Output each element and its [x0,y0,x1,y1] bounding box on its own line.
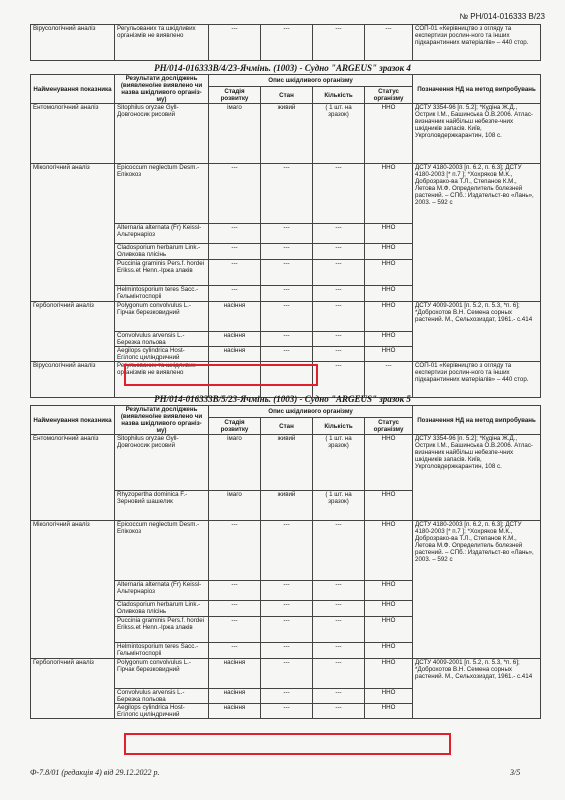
state-cell: --- [261,302,313,332]
header-method: Позначення НД на метод випробувань [413,406,541,435]
result-cell: Регульованих та шкідливих організмів не виявлено [115,362,209,398]
document-number: № РН/014-016333 В/23 [459,12,545,21]
state-cell: --- [261,581,313,601]
indicator-cell: Гербологічний аналіз [31,302,115,362]
stage-cell: --- [209,25,261,61]
state-cell: --- [261,164,313,224]
status-cell: ННО [365,347,413,362]
stage-cell: --- [209,286,261,302]
result-cell: Cladosporium herbarum Link.-Оливкова плісінь [115,601,209,617]
sample5-title: РН/014-016333В/5/23-Ячмінь. (1003) - Судно "ARGEUS" зразок 5 [154,394,411,404]
status-cell: ННО [365,435,413,491]
status-cell: ННО [365,659,413,689]
top-continuation-table [30,24,541,61]
header-indicator: Найменування показника [31,75,115,104]
state-cell: --- [261,659,313,689]
sample4-title: РН/014-016333В/4/23-Ячмінь. (1003) - Судно "ARGEUS" зразок 4 [154,63,411,73]
table-row [31,435,541,491]
count-cell: ( 1 шт. на зразок) [313,435,365,491]
count-cell: --- [313,244,365,260]
result-cell: Rhyzopertha dominica F.-Зерновий шашелик [115,491,209,521]
state-cell: --- [261,362,313,398]
header-state: Стан [261,87,313,104]
status-cell: ННО [365,704,413,719]
method-cell: ДСТУ 4009-2001 [п. 5.2, п. 5.3, *п. 6]; *Доброхотов В.Н. Семена сорных растений. М., Сельхозиздат, 1961.- с.414 [413,659,541,719]
count-cell: --- [313,260,365,286]
state-cell: --- [261,260,313,286]
header-organism-description: Опис шкідливого організму [209,75,413,87]
stage-cell: насіння [209,689,261,704]
header-status: Статус організму [365,87,413,104]
status-cell: ННО [365,491,413,521]
status-cell: ННО [365,104,413,164]
page-number: 3/5 [510,768,521,777]
table-row [31,659,541,689]
table-row [31,302,541,332]
result-cell: Alternaria alternata (Fr) Keissl-Альтернаріоз [115,224,209,244]
state-cell: --- [261,689,313,704]
result-cell: Helmintosporium teres Sacc.-Гельмінтоспоріі [115,643,209,659]
stage-cell: імаго [209,491,261,521]
stage-cell: --- [209,260,261,286]
stage-cell: насіння [209,332,261,347]
state-cell: --- [261,347,313,362]
stage-cell: насіння [209,659,261,689]
result-cell: Helmintosporium teres Sacc.-Гельмінтоспоріі [115,286,209,302]
state-cell: --- [261,244,313,260]
status-cell: ННО [365,617,413,643]
result-cell: Epicoccum neglectum Desm.-Епікокоз [115,521,209,581]
count-cell: --- [313,362,365,398]
count-cell: --- [313,164,365,224]
method-cell: СОП-01 «Керівництво з огляду та експертизи рослин-ного та інших підкарантинних матеріалів» – 440 стор. [413,25,541,61]
status-cell: --- [365,362,413,398]
result-cell: Alternaria alternata (Fr) Keissl-Альтернаріоз [115,581,209,601]
stage-cell: імаго [209,104,261,164]
indicator-cell: Ентомологічний аналіз [31,104,115,164]
indicator-cell: Гербологічний аналіз [31,659,115,719]
table-row [31,521,541,581]
status-cell: ННО [365,260,413,286]
indicator-cell: Вірусологічний аналіз [31,362,115,398]
stage-cell: --- [209,521,261,581]
state-cell: --- [261,704,313,719]
method-cell: ДСТУ 4180-2003 [п. 6.2, п. 6.3]; ДСТУ 4180-2003 [* п.7 ]; *Хохряков М.К., Доброзрако-ва Т.Л., Степанов К.М., Летова М.Ф. Определитель болезней растений. – СПб.: Издательст-во «Лань», 2003. – 592 с [413,164,541,302]
count-cell: --- [313,286,365,302]
stage-cell: --- [209,617,261,643]
stage-cell: --- [209,362,261,398]
status-cell: ННО [365,286,413,302]
indicator-cell: Мікологічний аналіз [31,164,115,302]
result-cell: Sitophilus oryzae Gyll-Довгоносик рисовий [115,435,209,491]
header-organism-description: Опис шкідливого організму [209,406,413,418]
state-cell: --- [261,643,313,659]
status-cell: ННО [365,689,413,704]
header-stage: Стадія розвитку [209,418,261,435]
status-cell: ННО [365,244,413,260]
status-cell: ННО [365,581,413,601]
count-cell: --- [313,302,365,332]
count-cell: --- [313,659,365,689]
stage-cell: імаго [209,435,261,491]
stage-cell: насіння [209,302,261,332]
status-cell: ННО [365,601,413,617]
result-cell: Convolvulus arvensis L.-Березка польова [115,689,209,704]
sample4-table [30,74,541,398]
method-cell: ДСТУ 4009-2001 [п. 5.2, п. 5.3, *п. 6]; *Доброхотов В.Н. Семена сорных растений. М., Сельхозиздат, 1961.- с.414 [413,302,541,362]
result-cell: Регульованих та шкідливих організмів не виявлено [115,25,209,61]
table-row [31,164,541,224]
header-method: Позначення НД на метод випробувань [413,75,541,104]
method-cell: ДСТУ 4180-2003 [п. 6.2, п. 6.3]; ДСТУ 4180-2003 [* п.7 ]; *Хохряков М.К., Доброзрако-ва Т.Л., Степанов К.М., Летова М.Ф. Определитель болезней растений. – СПб.: Издательст-во «Лань», 2003. – 592 с [413,521,541,659]
header-state: Стан [261,418,313,435]
count-cell: ( 1 шт. на зразок) [313,104,365,164]
stage-cell: насіння [209,704,261,719]
stage-cell: --- [209,581,261,601]
indicator-cell: Вірусологічний аналіз [31,25,115,61]
count-cell: --- [313,689,365,704]
state-cell: --- [261,25,313,61]
status-cell: --- [365,25,413,61]
header-row [31,75,541,87]
result-cell: Polygonum convolvulus L.-Гірчак березковидний [115,659,209,689]
count-cell: --- [313,332,365,347]
status-cell: ННО [365,643,413,659]
count-cell: --- [313,347,365,362]
header-result: Результати досліджень (виявлено/не виявлено чи назва шкідливого організ-му) [115,75,209,104]
table-row [31,25,541,61]
result-cell: Polygonum convolvulus L.-Гірчак березковидний [115,302,209,332]
header-count: Кількість [313,87,365,104]
count-cell: --- [313,617,365,643]
header-row [31,406,541,418]
result-cell: Aegilops cylindrica Host-Егілопс циліндричний [115,347,209,362]
stage-cell: --- [209,643,261,659]
result-cell: Puccinia graminis Pers.f. hordei Erikss.et Henn.-Іржа злаків [115,260,209,286]
count-cell: --- [313,581,365,601]
stage-cell: --- [209,244,261,260]
stage-cell: насіння [209,347,261,362]
highlight-box-sample4 [124,364,318,386]
count-cell: --- [313,25,365,61]
count-cell: --- [313,601,365,617]
highlight-box-sample5 [124,733,451,755]
stage-cell: --- [209,601,261,617]
state-cell: --- [261,601,313,617]
stage-cell: --- [209,164,261,224]
count-cell: --- [313,704,365,719]
result-cell: Cladosporium herbarum Link.-Оливкова плісінь [115,244,209,260]
header-stage: Стадія розвитку [209,87,261,104]
count-cell: --- [313,643,365,659]
state-cell: живий [261,435,313,491]
indicator-cell: Ентомологічний аналіз [31,435,115,521]
table-row [31,104,541,164]
result-cell: Epicoccum neglectum Desm.-Епікокоз [115,164,209,224]
status-cell: ННО [365,521,413,581]
status-cell: ННО [365,164,413,224]
stage-cell: --- [209,224,261,244]
state-cell: --- [261,224,313,244]
count-cell: --- [313,521,365,581]
result-cell: Puccinia graminis Pers.f. hordei Erikss.et Henn.-Іржа злаків [115,617,209,643]
result-cell: Sitophilus oryzae Gyll-Довгоносик рисовий [115,104,209,164]
result-cell: Aegilops cylindrica Host-Егілопс циліндричний [115,704,209,719]
method-cell: ДСТУ 3354-96 [п. 5.2]; *Кудіна Ж.Д., Острик І.М., Башинська О.В.2006. Атлас-визначник найбільш небезпе-чних шкідників запасів. Київ, Укрголовдержкарантин, 108 с. [413,104,541,164]
sample5-table [30,405,541,719]
header-indicator: Найменування показника [31,406,115,435]
state-cell: --- [261,332,313,347]
header-count: Кількість [313,418,365,435]
state-cell: --- [261,286,313,302]
method-cell: ДСТУ 3354-96 [п. 5.2]; *Кудіна Ж.Д., Острик І.М., Башинська О.В.2006. Атлас-визначник найбільш небезпе-чних шкідників запасів. Київ, Укрголовдержкарантин, 108 с. [413,435,541,521]
state-cell: живий [261,104,313,164]
state-cell: --- [261,521,313,581]
state-cell: --- [261,617,313,643]
count-cell: --- [313,224,365,244]
header-status: Статус організму [365,418,413,435]
status-cell: ННО [365,332,413,347]
status-cell: ННО [365,302,413,332]
header-result: Результати досліджень (виявлено/не виявлено чи назва шкідливого організ-му) [115,406,209,435]
method-cell: СОП-01 «Керівництво з огляду та експертизи рослин-ного та інших підкарантинних матеріалів» – 440 стор. [413,362,541,398]
count-cell: ( 1 шт. на зразок) [313,491,365,521]
result-cell: Convolvulus arvensis L.-Березка польова [115,332,209,347]
state-cell: живий [261,491,313,521]
form-footer: Ф-7.8/01 (редакція 4) від 29.12.2022 р. [30,768,160,777]
indicator-cell: Мікологічний аналіз [31,521,115,659]
status-cell: ННО [365,224,413,244]
